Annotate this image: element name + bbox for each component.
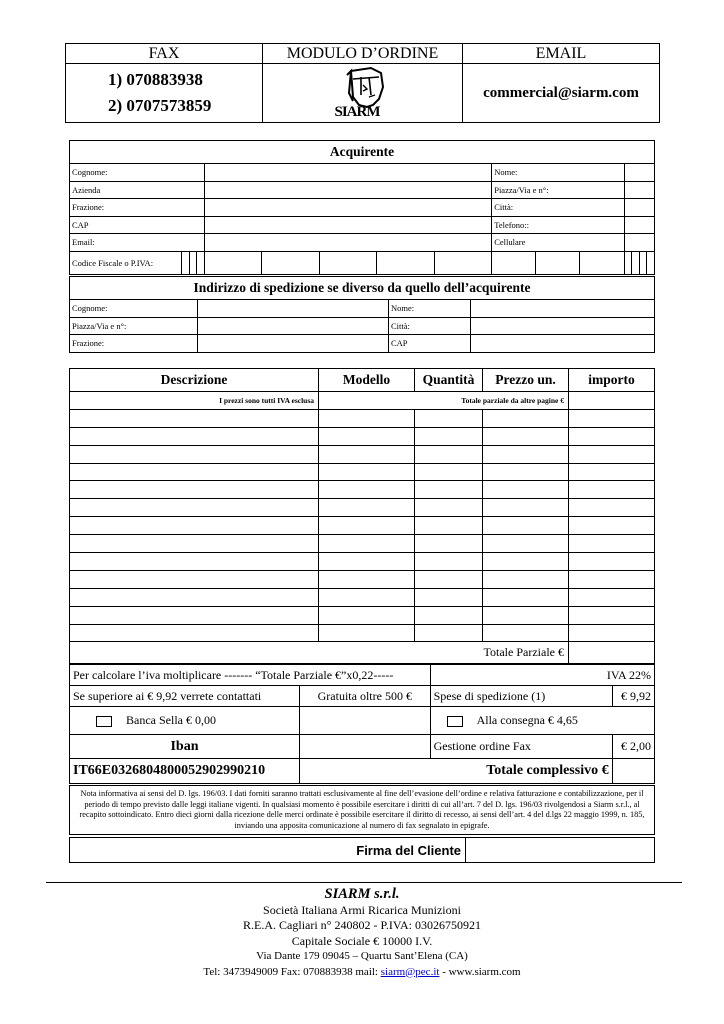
item-importo-cell[interactable] [569,445,655,463]
cf-box[interactable] [182,251,190,274]
company-line3: Capitale Sociale € 10000 I.V. [291,933,433,948]
signature-table [69,837,655,863]
header-table [65,43,660,123]
shipping-title: Indirizzo di spedizione se diverso da quello dell’acquirente [70,277,655,300]
item-quantita-cell[interactable] [415,588,483,606]
cf-box[interactable] [632,251,640,274]
item-row [70,606,655,624]
gestione-label: Gestione ordine Fax [430,735,612,759]
cf-box[interactable] [580,251,624,274]
totale-parziale-label: Totale Parziale € [70,642,569,664]
cf-box[interactable] [647,251,655,274]
item-importo-cell[interactable] [569,624,655,642]
email-field-label: Email: [70,234,205,252]
item-quantita-cell[interactable] [415,427,483,445]
item-prezzo-cell[interactable] [483,588,569,606]
item-importo-cell[interactable] [569,499,655,517]
item-quantita-cell[interactable] [415,409,483,427]
col-importo: importo [569,369,655,392]
ship-cap-field[interactable] [471,335,655,353]
spese-value: € 9,92 [612,686,654,707]
item-quantita-cell[interactable] [415,624,483,642]
note-totale-altre: Totale parziale da altre pagine € [319,392,569,410]
item-quantita-cell[interactable] [415,481,483,499]
privacy-note: Nota informativa ai sensi del D. lgs. 196/03. I dati forniti saranno trattati esclusivamente al fine dell’evasione dell’ordine e relativa fatturazione e contabilizzazione, per il periodo di tempo previsto dalle leggi italiane vigenti. In qualsiasi momento è possibile esercitare i diritti di cui all’art. 7 del D. lgs. 196/03 rivolgendosi a Siarm s.r.l., al recapito sottoindicato. Entro dieci giorni dalla ricezione delle merci ordinate è possibile esercitare il diritto di recesso, ai sensi dell’art. 4 del d.lgs 22 maggio 1999, n. 185, inviando una apposita comunicazione al numero di fax segnalato in epigrafe. [70,786,655,835]
cognome-field[interactable] [204,164,491,182]
siarm-logo [331,65,395,121]
citta-field[interactable] [624,199,655,217]
totale-complessivo-label: Totale complessivo € [300,759,613,784]
company-contacts [0,965,724,981]
item-importo-cell[interactable] [569,606,655,624]
nome-label: Nome: [492,164,624,182]
telefono-label: Telefono:: [492,216,624,234]
cf-box[interactable] [639,251,647,274]
item-prezzo-cell[interactable] [483,624,569,642]
banca-checkbox[interactable] [96,716,112,727]
totale-parziale-field[interactable] [569,642,655,664]
cf-box[interactable] [492,251,536,274]
fax-numbers [66,64,263,123]
gratuita-note: Gratuita oltre 500 € [300,686,431,707]
ship-cap-label: CAP [389,335,471,353]
note-iva: I prezzi sono tutti IVA esclusa [70,392,319,410]
item-quantita-cell[interactable] [415,535,483,553]
item-modello-cell[interactable] [319,624,415,642]
item-row [70,427,655,445]
ship-piazza-label: Piazza/Via e n°: [70,317,198,335]
email-label: EMAIL [463,44,660,64]
cf-box[interactable] [377,251,434,274]
ship-frazione-field[interactable] [198,335,389,353]
banca-amount-field[interactable] [300,707,431,735]
company-line2: R.E.A. Cagliari n° 240802 - P.IVA: 03026750921 [243,918,481,932]
item-descrizione-cell[interactable] [70,535,319,553]
item-quantita-cell[interactable] [415,463,483,481]
piazza-field[interactable] [624,181,655,199]
footer-divider [46,882,682,883]
iva-label: IVA 22% [430,665,654,686]
item-prezzo-cell[interactable] [483,535,569,553]
item-importo-cell[interactable] [569,570,655,588]
items-table [69,368,655,664]
item-prezzo-cell[interactable] [483,481,569,499]
fax-number-1: 1) 070883938 [108,70,203,89]
item-descrizione-cell[interactable] [70,481,319,499]
item-descrizione-cell[interactable] [70,463,319,481]
company-line4: Via Dante 179 09045 – Quartu Sant’Elena (CA) [256,950,468,962]
consegna-label: Alla consegna € 4,65 [476,713,578,727]
cf-box[interactable] [262,251,319,274]
item-modello-cell[interactable] [319,606,415,624]
ship-nome-label: Nome: [389,300,471,318]
item-rows [70,409,655,642]
cf-box[interactable] [319,251,376,274]
item-row [70,517,655,535]
col-quantita: Quantità [415,369,483,392]
cf-box[interactable] [197,251,205,274]
cf-box[interactable] [624,251,632,274]
item-modello-cell[interactable] [319,553,415,571]
logo-cell [263,64,463,123]
item-modello-cell[interactable] [319,445,415,463]
email-field[interactable] [204,234,491,252]
item-row [70,409,655,427]
footer [0,887,724,980]
ship-citta-label: Città: [389,317,471,335]
col-descrizione: Descrizione [70,369,319,392]
ship-frazione-label: Frazione: [70,335,198,353]
item-prezzo-cell[interactable] [483,427,569,445]
frazione-label: Frazione: [70,199,205,217]
item-modello-cell[interactable] [319,409,415,427]
item-descrizione-cell[interactable] [70,588,319,606]
item-descrizione-cell[interactable] [70,606,319,624]
cellulare-field[interactable] [624,234,655,252]
cellulare-label: Cellulare [492,234,624,252]
azienda-field[interactable] [204,181,491,199]
piazza-label: Piazza/Via e n°: [492,181,624,199]
nome-field[interactable] [624,164,655,182]
item-descrizione-cell[interactable] [70,624,319,642]
consegna-checkbox[interactable] [447,716,463,727]
item-quantita-cell[interactable] [415,499,483,517]
cap-label: CAP [70,216,205,234]
iban-value: IT66E0326804800052902990210 [70,759,300,784]
totale-altre-field[interactable] [569,392,655,410]
spese-label: Spese di spedizione (1) [430,686,612,707]
item-modello-cell[interactable] [319,427,415,445]
item-importo-cell[interactable] [569,535,655,553]
company-line1: Società Italiana Armi Ricarica Munizioni [263,902,461,917]
iban-extra-field[interactable] [300,735,431,759]
item-row [70,499,655,517]
cf-box[interactable] [434,251,492,274]
firma-field[interactable] [466,838,655,863]
ship-nome-field[interactable] [471,300,655,318]
item-descrizione-cell[interactable] [70,499,319,517]
iban-label: Iban [70,735,300,759]
item-descrizione-cell[interactable] [70,445,319,463]
fax-label: FAX [66,44,263,64]
item-quantita-cell[interactable] [415,606,483,624]
totals-table [69,664,655,784]
item-row [70,445,655,463]
contacts-text: Tel: 3473949009 Fax: 070883938 mail: [203,965,381,978]
item-prezzo-cell[interactable] [483,570,569,588]
telefono-field[interactable] [624,216,655,234]
cognome-label: Cognome: [70,164,205,182]
item-modello-cell[interactable] [319,499,415,517]
frazione-field[interactable] [204,199,491,217]
item-prezzo-cell[interactable] [483,499,569,517]
privacy-table [69,785,655,835]
shipping-table [69,276,655,353]
item-descrizione-cell[interactable] [70,553,319,571]
cf-box[interactable] [189,251,197,274]
gestione-value: € 2,00 [612,735,654,759]
item-row [70,463,655,481]
item-row [70,481,655,499]
cf-box[interactable] [536,251,580,274]
item-modello-cell[interactable] [319,517,415,535]
item-prezzo-cell[interactable] [483,517,569,535]
item-importo-cell[interactable] [569,409,655,427]
item-quantita-cell[interactable] [415,553,483,571]
item-modello-cell[interactable] [319,588,415,606]
item-row [70,553,655,571]
item-importo-cell[interactable] [569,553,655,571]
email-address[interactable]: commercial@siarm.com [463,64,660,123]
calc-iva-note: Per calcolare l’iva moltiplicare ------- “Totale Parziale €”x0,22----- [70,665,431,686]
item-importo-cell[interactable] [569,463,655,481]
item-descrizione-cell[interactable] [70,570,319,588]
item-row [70,624,655,642]
item-descrizione-cell[interactable] [70,409,319,427]
ship-cognome-field[interactable] [198,300,389,318]
buyer-title: Acquirente [70,141,655,164]
item-importo-cell[interactable] [569,427,655,445]
item-quantita-cell[interactable] [415,517,483,535]
item-importo-cell[interactable] [569,588,655,606]
consegna-option[interactable] [430,707,654,735]
item-prezzo-cell[interactable] [483,606,569,624]
ship-piazza-field[interactable] [198,317,389,335]
cf-label: Codice Fiscale o P.IVA: [70,251,182,274]
ship-cognome-label: Cognome: [70,300,198,318]
web-text: - www.siarm.com [439,965,521,978]
citta-label: Città: [492,199,624,217]
item-prezzo-cell[interactable] [483,463,569,481]
item-row [70,570,655,588]
company-name: SIARM s.r.l. [324,886,400,902]
item-quantita-cell[interactable] [415,445,483,463]
se-superiore-note: Se superiore ai € 9,92 verrete contattati [70,686,300,707]
buyer-table [69,140,655,275]
logo-text: SIARM [334,104,380,120]
form-title: MODULO D’ORDINE [263,44,463,64]
banca-label: Banca Sella € 0,00 [126,713,216,727]
cf-box[interactable] [204,251,261,274]
item-prezzo-cell[interactable] [483,553,569,571]
item-modello-cell[interactable] [319,535,415,553]
item-prezzo-cell[interactable] [483,445,569,463]
azienda-label: Azienda [70,181,205,199]
item-importo-cell[interactable] [569,517,655,535]
item-quantita-cell[interactable] [415,570,483,588]
item-prezzo-cell[interactable] [483,409,569,427]
item-modello-cell[interactable] [319,463,415,481]
col-modello: Modello [319,369,415,392]
item-descrizione-cell[interactable] [70,427,319,445]
ship-citta-field[interactable] [471,317,655,335]
item-modello-cell[interactable] [319,481,415,499]
cap-field[interactable] [204,216,491,234]
item-descrizione-cell[interactable] [70,517,319,535]
firma-label: Firma del Cliente [70,838,466,863]
col-prezzo: Prezzo un. [483,369,569,392]
banca-option[interactable] [70,707,300,735]
item-row [70,588,655,606]
mail-link[interactable]: siarm@pec.it [380,965,440,978]
totale-complessivo-field[interactable] [612,759,654,784]
fax-number-2: 2) 0707573859 [108,96,212,115]
item-importo-cell[interactable] [569,481,655,499]
item-row [70,535,655,553]
item-modello-cell[interactable] [319,570,415,588]
